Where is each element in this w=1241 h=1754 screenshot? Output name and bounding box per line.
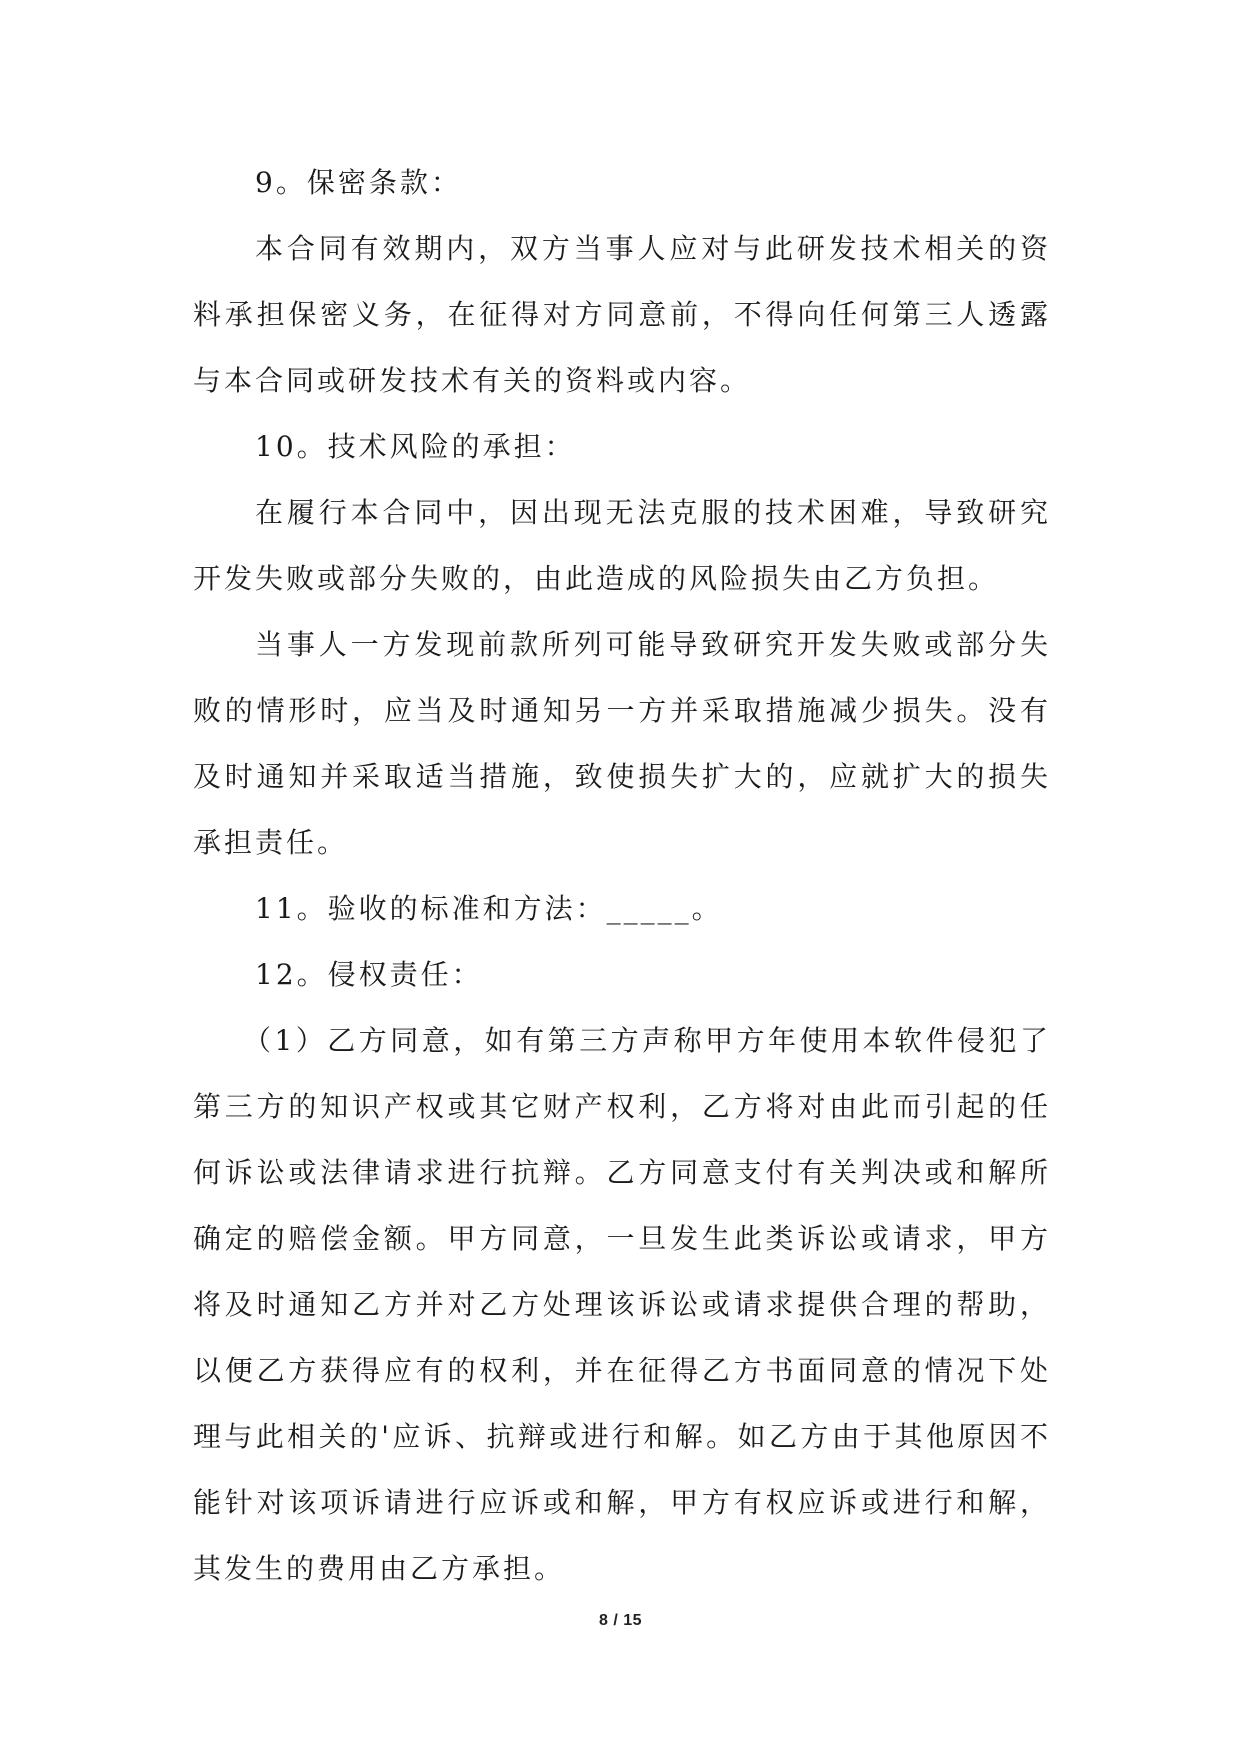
section-heading-technical-risk: 10。技术风险的承担： bbox=[255, 430, 576, 463]
paragraph-risk-notification: 当事人一方发现前款所列可能导致研究开发失败或部分失败的情形时，应当及时通知另一方并采取措施减少损失。没有及时通知并采取适当措施，致使损失扩大的，应就扩大的损失承担责任。 bbox=[193, 628, 1051, 859]
section-heading-infringement: 12。侵权责任： bbox=[255, 958, 483, 991]
paragraph-infringement-1: （1）乙方同意，如有第三方声称甲方年使用本软件侵犯了第三方的知识产权或其它财产权利，乙方将对由此而引起的任何诉讼或法律请求进行抗辩。乙方同意支付有关判决或和解所确定的赔偿金额。甲方同意，一旦发生此类诉讼或请求，甲方将及时通知乙方并对乙方处理该诉讼或请求提供合理的帮助，以便乙方获得应有的权利，并在征得乙方书面同意的情况下处理与此相关的'应诉、抗辩或进行和解。如乙方由于其他原因不能针对该项诉请进行应诉或和解，甲方有权应诉或进行和解，其发生的费用由乙方承担。 bbox=[193, 1024, 1051, 1585]
paragraph-confidentiality: 本合同有效期内，双方当事人应对与此研发技术相关的资料承担保密义务，在征得对方同意前，不得向任何第三人透露与本合同或研发技术有关的资料或内容。 bbox=[193, 232, 1051, 397]
document-body bbox=[193, 150, 1051, 1602]
page-number: 8 / 15 bbox=[598, 1612, 643, 1629]
section-heading-acceptance: 11。验收的标准和方法：_____。 bbox=[255, 892, 723, 925]
paragraph-technical-risk: 在履行本合同中，因出现无法克服的技术困难，导致研究开发失败或部分失败的，由此造成的风险损失由乙方负担。 bbox=[193, 496, 1051, 595]
section-heading-confidentiality: 9。保密条款： bbox=[255, 166, 462, 199]
